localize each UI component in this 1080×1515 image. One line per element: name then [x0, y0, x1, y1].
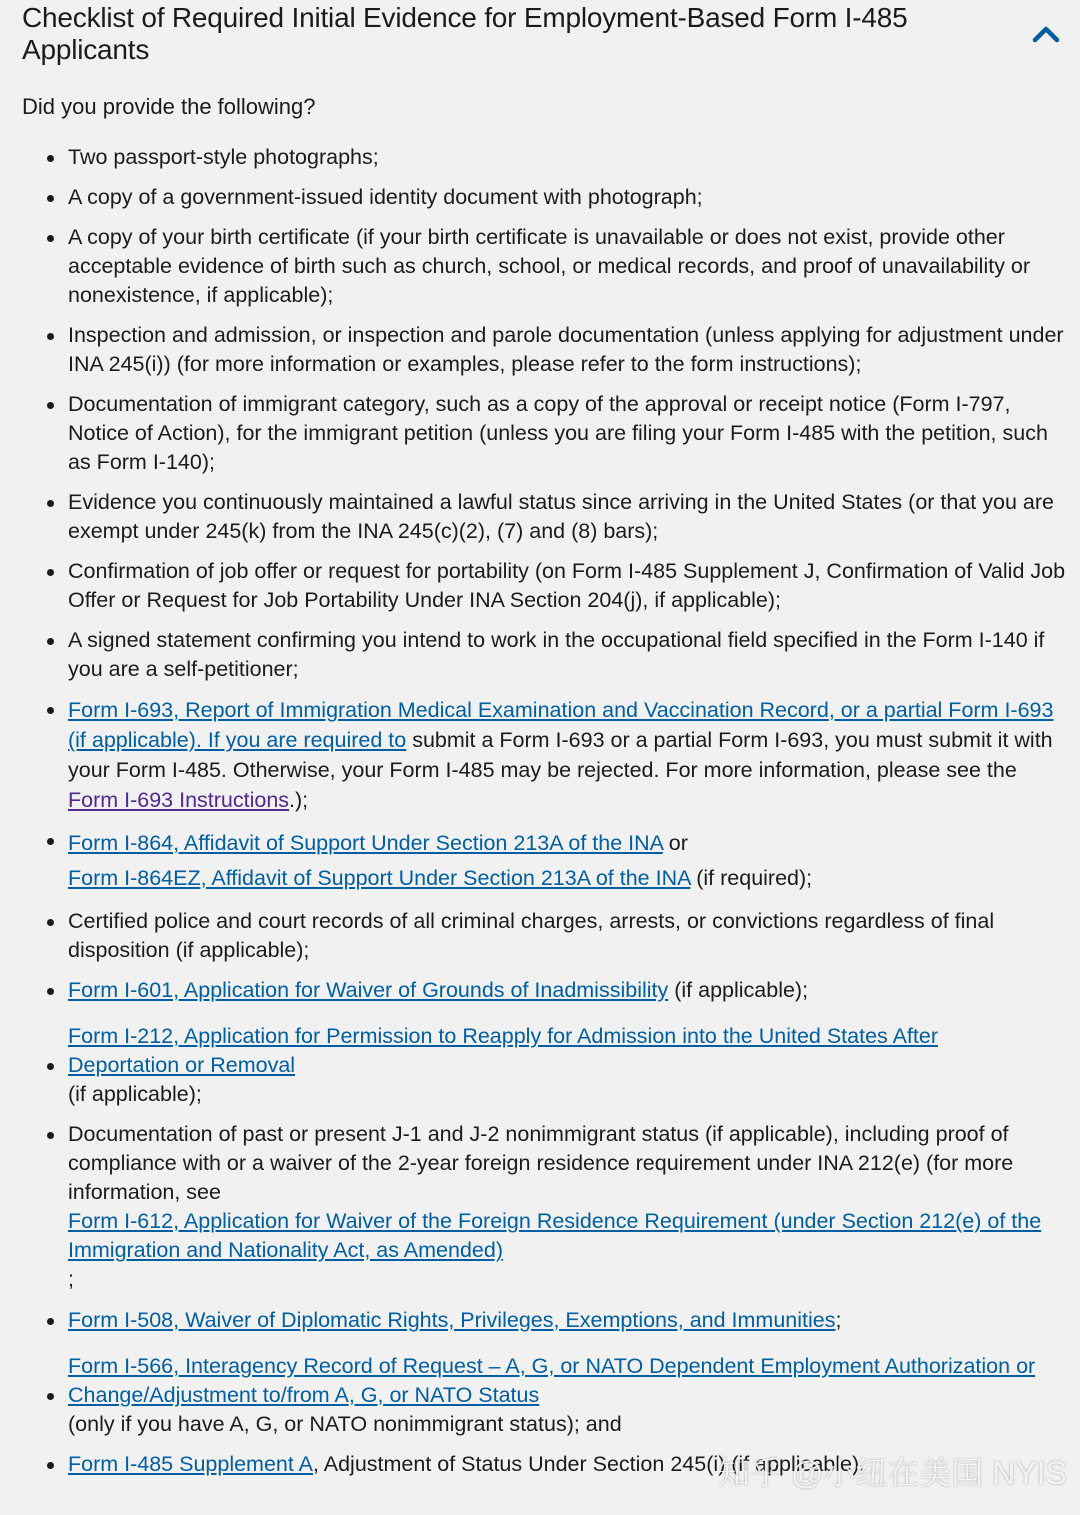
item-text: Confirmation of job offer or request for portability (on Form I-485 Supplement J, Confirmation of Valid Job Offer or Request for Job Portability Under INA Section 204(j), if applicable);: [68, 559, 1066, 612]
list-item: [68, 321, 1070, 379]
list-item: [68, 1120, 1070, 1294]
chevron-up-icon[interactable]: [1030, 18, 1062, 50]
form-i212-link[interactable]: Form I-212, Application for Permission to Reapply for Admission into the United States After Deportation or Removal: [68, 1024, 938, 1077]
list-item: [68, 488, 1070, 546]
list-item: [68, 1022, 1070, 1109]
form-i601-link[interactable]: Form I-601, Application for Waiver of Grounds of Inadmissibility: [68, 978, 669, 1002]
item-text: A copy of your birth certificate (if your birth certificate is unavailable or does not exist, provide other acceptable evidence of birth such as church, school, or medical records, and proof of unavailability or nonexistence, if applicable);: [68, 225, 1031, 307]
form-i612-link[interactable]: Form I-612, Application for Waiver of the Foreign Residence Requirement (under Section 212(e) of the Immigration and Nationality Act, as Amended): [68, 1209, 1042, 1262]
list-item: [68, 626, 1070, 684]
item-text: or: [662, 831, 688, 855]
list-item: [68, 223, 1070, 310]
item-text: (only if you have A, G, or NATO nonimmigrant status); and: [68, 1412, 622, 1436]
partial-form-i693-link[interactable]: , or a partial Form I-693 (if applicable). If you are required to: [68, 698, 1054, 752]
list-item: [68, 695, 1070, 815]
item-text: .);: [289, 788, 309, 812]
watermark: 知乎 @小纽在美国 NYIS: [718, 1455, 1067, 1491]
item-text: (if applicable);: [668, 978, 809, 1002]
item-text: Documentation of past or present J-1 and J-2 nonimmigrant status (if applicable), including proof of compliance with or a waiver of the 2-year foreign residence requirement under INA 212(e) (for more information, see: [68, 1122, 1014, 1204]
list-item: [68, 976, 1070, 1005]
list-item: [68, 143, 1070, 172]
form-i566-link[interactable]: Form I-566, Interagency Record of Request – A, G, or NATO Dependent Employment Authorization or Change/Adjustment to/from A, G, or NATO Status: [68, 1354, 1036, 1407]
item-text: ;: [68, 1267, 74, 1291]
form-i693-instructions-link[interactable]: Form I-693 Instructions: [68, 788, 290, 812]
item-text: A signed statement confirming you intend to work in the occupational field specified in the Form I-140 if you are a self-petitioner;: [68, 628, 1045, 681]
list-item: [68, 907, 1070, 965]
list-item: [68, 1450, 1070, 1479]
form-i864ez-link[interactable]: Form I-864EZ, Affidavit of Support Under Section 213A of the INA: [68, 866, 691, 890]
item-text: Evidence you continuously maintained a lawful status since arriving in the United States (or that you are exempt under 245(k) from the INA 245(c)(2), (7) and (8) bars);: [68, 490, 1054, 543]
list-item: [68, 1306, 1070, 1335]
item-text: Certified police and court records of all criminal charges, arrests, or convictions regardless of final disposition (if applicable);: [68, 909, 995, 962]
item-text: submit a Form I-693 or a partial Form I-693, you must submit it with your Form I-485. Otherwise, your Form I-485 may be rejected. For more information, please see the: [68, 728, 1053, 782]
item-text: Two passport-style photographs;: [68, 145, 379, 169]
evidence-checklist: [0, 143, 1070, 1490]
list-item: [68, 390, 1070, 477]
item-text: (if applicable);: [68, 1082, 202, 1106]
list-item: [68, 183, 1070, 212]
item-text: Documentation of immigrant category, such as a copy of the approval or receipt notice (Form I-797, Notice of Action), for the immigrant petition (unless you are filing your Form I-485 with the petition, such as Form I-140);: [68, 392, 1048, 474]
form-i508-link[interactable]: Form I-508, Waiver of Diplomatic Rights, Privileges, Exemptions, and Immunities: [68, 1308, 836, 1332]
form-i485-supplement-a-link[interactable]: Form I-485 Supplement A: [68, 1452, 313, 1476]
intro-text: Did you provide the following?: [22, 94, 316, 119]
list-item: [68, 826, 1070, 896]
item-text: ;: [835, 1308, 842, 1332]
item-text: , Adjustment of Status Under Section 245(i) (if applicable).: [312, 1452, 866, 1476]
form-i864-link[interactable]: Form I-864, Affidavit of Support Under Section 213A of the INA: [68, 831, 663, 855]
accordion-header[interactable]: [22, 2, 1062, 65]
page-title: Checklist of Required Initial Evidence for Employment-Based Form I-485 Applicants: [22, 2, 908, 65]
item-text: A copy of a government-issued identity document with photograph;: [68, 185, 703, 209]
item-text: Inspection and admission, or inspection and parole documentation (unless applying for adjustment under INA 245(i)) (for more information or examples, please refer to the form instructions);: [68, 323, 1064, 376]
list-item: [68, 1352, 1070, 1439]
form-i693-link[interactable]: Form I-693, Report of Immigration Medical Examination and Vaccination Record: [68, 698, 829, 722]
item-text: (if required);: [690, 866, 813, 890]
list-item: [68, 557, 1070, 615]
